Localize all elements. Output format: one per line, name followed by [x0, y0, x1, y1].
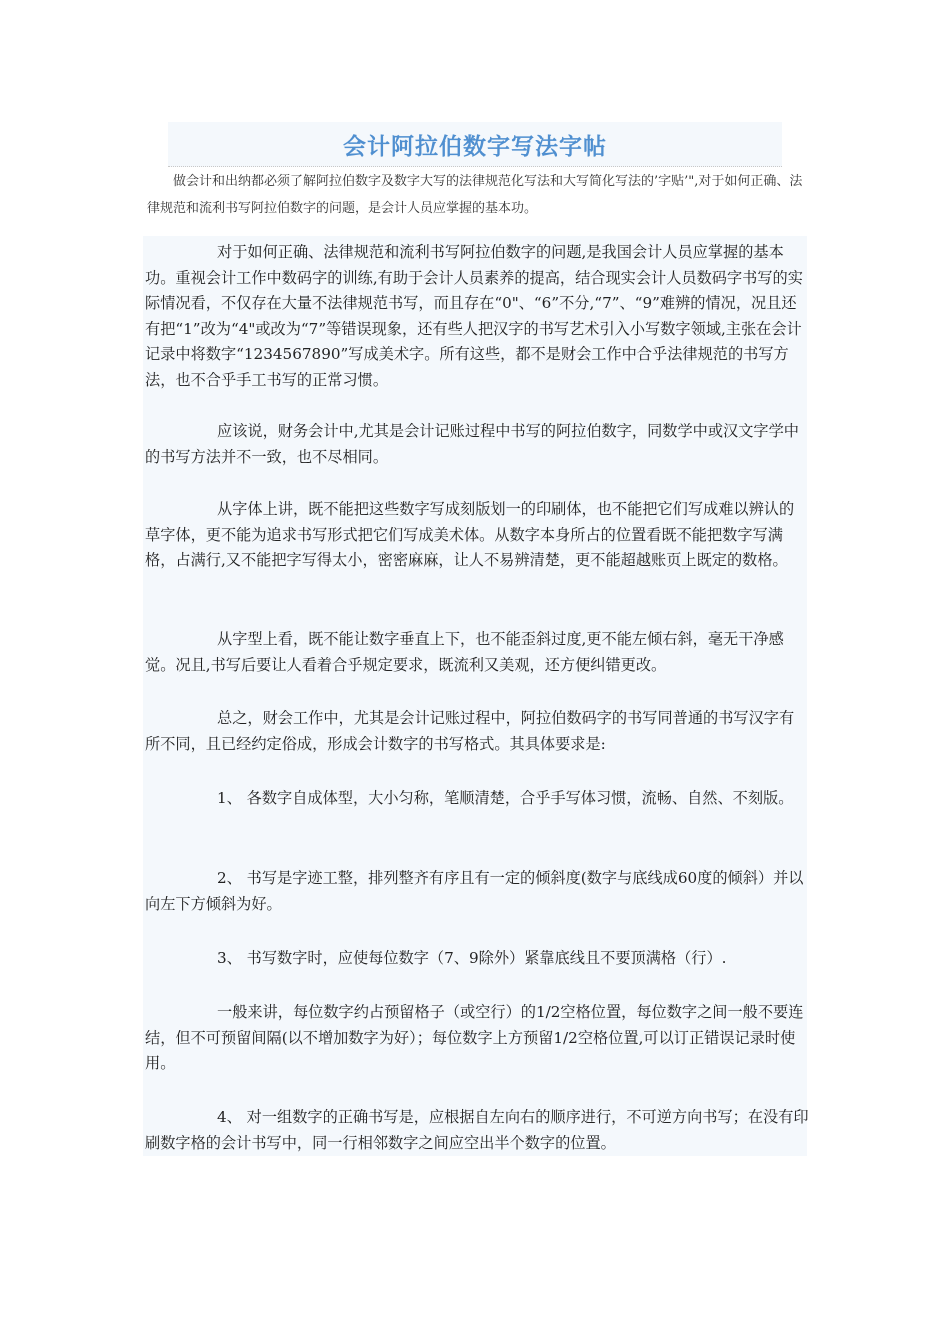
list-item-text: 4、 对一组数字的正确书写是，应根据自左向右的顺序进行，不可逆方向书写；在没有印刷数字格的会计书写中，同一行相邻数字之间应空出半个数字的位置。 [145, 1108, 809, 1152]
paragraph-6 [145, 1000, 809, 1077]
title-band [168, 122, 782, 167]
paragraph-5 [145, 706, 809, 757]
list-item-1 [145, 786, 809, 812]
paragraph-text: 一般来讲，每位数字约占预留格子（或空行）的1/2空格位置，每位数字之间一般不要连结，但不可预留间隔(以不增加数字为好）；每位数字上方预留1/2空格位置,可以订正错误记录时使用。 [145, 1003, 804, 1072]
list-item-text: 1、 各数字自成体型，大小匀称，笔顺清楚，合乎手写体习惯，流畅、自然、不刻版。 [217, 789, 794, 807]
list-item-text: 2、 书写是字迹工整，排列整齐有序且有一定的倾斜度(数字与底线成60度的倾斜）并以向左下方倾斜为好。 [145, 869, 804, 913]
list-item-text: 3、 书写数字时，应使每位数字（7、9除外）紧靠底线且不要顶满格（行）. [217, 949, 727, 967]
paragraph-text: 从字体上讲，既不能把这些数字写成刻版划一的印刷体，也不能把它们写成难以辨认的草字体，更不能为追求书写形式把它们写成美术体。从数字本身所占的位置看既不能把数字写满格，占满行,又不能把字写得太小，密密麻麻，让人不易辨清楚，更不能超越账页上既定的数格。 [145, 500, 795, 569]
paragraph-text: 总之，财会工作中，尤其是会计记账过程中，阿拉伯数码字的书写同普通的书写汉字有所不同，且已经约定俗成，形成会计数字的书写格式。其具体要求是: [145, 709, 795, 753]
list-item-4 [145, 1105, 809, 1156]
paragraph-2 [145, 419, 809, 470]
paragraph-1 [145, 240, 809, 393]
page-title: 会计阿拉伯数字写法字帖 [343, 134, 607, 160]
intro-paragraph [147, 168, 807, 222]
intro-text: 做会计和出纳都必须了解阿拉伯数字及数字大写的法律规范化写法和大写简化写法的’字贴’",对于如何正确、法律规范和流利书写阿拉伯数字的问题，是会计人员应掌握的基本功。 [147, 174, 803, 216]
paragraph-text: 应该说，财务会计中,尤其是会计记账过程中书写的阿拉伯数字，同数学中或汉文字学中的书写方法并不一致，也不尽相同。 [145, 422, 799, 466]
paragraph-3 [145, 497, 809, 574]
paragraph-4 [145, 627, 809, 678]
paragraph-text: 从字型上看，既不能让数字垂直上下，也不能歪斜过度,更不能左倾右斜，毫无干净感觉。况且,书写后要让人看着合乎规定要求，既流利又美观，还方便纠错更改。 [145, 630, 784, 674]
list-item-2 [145, 866, 809, 917]
paragraph-text: 对于如何正确、法律规范和流利书写阿拉伯数字的问题,是我国会计人员应掌握的基本功。重视会计工作中数码字的训练,有助于会计人员素养的提高，结合现实会计人员数码字书写的实际情况看，不仅存在大量不法律规范书写，而且存在“0"、“6”不分,“7”、“9”难辨的情况，况且还有把“1”改为“4"或改为“7”等错误现象，还有些人把汉字的书写艺术引入小写数字领域,主张在会计记录中将数字“1234567890”写成美术字。所有这些，都不是财会工作中合乎法律规范的书写方法，也不合乎手工书写的正常习惯。 [145, 243, 803, 389]
list-item-3 [145, 946, 809, 972]
